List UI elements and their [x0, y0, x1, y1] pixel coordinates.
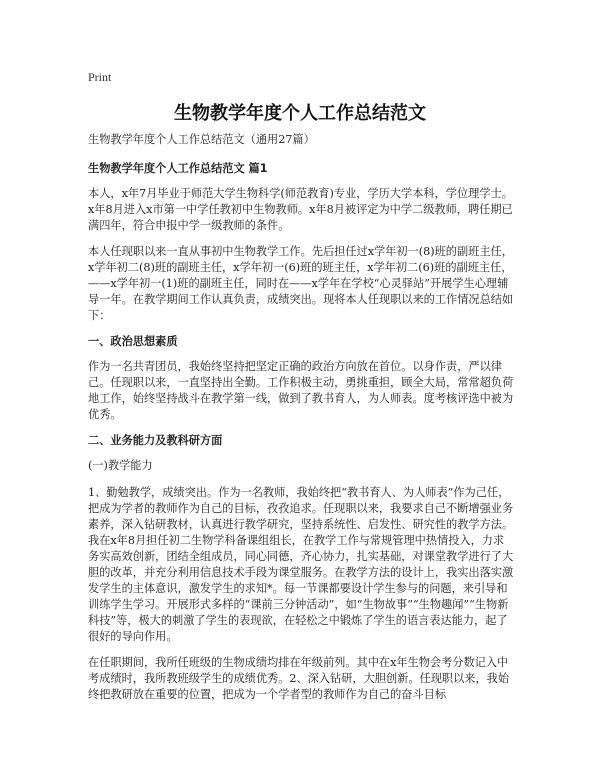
- paragraph-politics: 作为一名共青团员，我始终坚持把坚定正确的政治方向放在首位。以身作责，严以律己。任现职以来，一直坚持出全勤。工作积极主动，勇挑重担，顾全大局，常常超负荷地工作，始终坚持战斗在教学第一线，做到了教书育人，为人师表。度考核评选中被为优秀。: [88, 360, 514, 421]
- print-link[interactable]: Print: [88, 70, 112, 84]
- paragraph-intro-2: 本人任现职以来一直从事初中生物教学工作。先后担任过x学年初一(8)班的副班主任，x学年初二(8)班的副班主任，x学年初一(6)班的班主任，x学年初二(6)班的副班主任，——x学年初一(1)班的副班主任，同时在——x学年在学校“心灵驿站”开展学生心理辅导一年。在教学期间工作认真负责，成绩突出。现将本人任现职以来的工作情况总结如下：: [88, 245, 514, 322]
- paragraph-intro-1: 本人，x年7月毕业于师范大学生物科学(师范教育)专业，学历大学本科，学位理学士。x年8月进入x市第一中学任教初中生物教师。x年8月被评定为中学二级教师，聘任期已满四年，符合申报中学一级教师的条件。: [88, 187, 513, 232]
- document-subtitle: 生物教学年度个人工作总结范文（通用27篇）: [88, 133, 315, 146]
- heading-politics: 一、政治思想素质: [88, 335, 178, 348]
- sub-heading-teaching: (一)教学能力: [88, 459, 153, 472]
- page-title: 生物教学年度个人工作总结范文: [174, 103, 426, 124]
- heading-business: 二、业务能力及教科研方面: [88, 434, 223, 447]
- paragraph-results: 在任职期间，我所任班级的生物成绩均排在年级前列。其中在x年生物会考分数记入中考成绩时，我所教班级学生的成绩优秀。2、深入钻研，大胆创新。任现职以来，我始终把教研放在重要的位置，把成为一个学者型的教师作为自己的奋斗目标: [88, 656, 510, 701]
- paragraph-teaching: 1、勤勉教学，成绩突出。作为一名教师，我始终把“教书育人、为人师表”作为己任，把成为学者的教师作为自己的目标，孜孜追求。任现职以来，我要求自己不断增强业务素养，深入钻研教材，认真进行教学研究，坚持系统性、启发性、研究性的教学方法。我在x年8月担任初二生物学科备课组组长，在教学工作与常规管理中热情投入，力求务实高效创新，团结全组成员，同心同德，齐心协力，扎实基础，对课堂教学进行了大胆的改革，并充分利用信息技术手段为课堂服务。在教学方法的设计上，我实出落实激发学生的主体意识，激发学生的求知*。每一节课都要设计学生参与的问题，来引导和训练学生学习。开展形式多样的“课前三分钟活动”，如“生物故事”“生物趣闻”“生物新科技”等，极大的刺激了学生的表现欲，在轻松之中锻炼了学生的语言表达能力，起了很好的导向作用。: [88, 486, 514, 643]
- section-title: 生物教学年度个人工作总结范文 篇1: [88, 162, 268, 175]
- document-body: [88, 132, 514, 713]
